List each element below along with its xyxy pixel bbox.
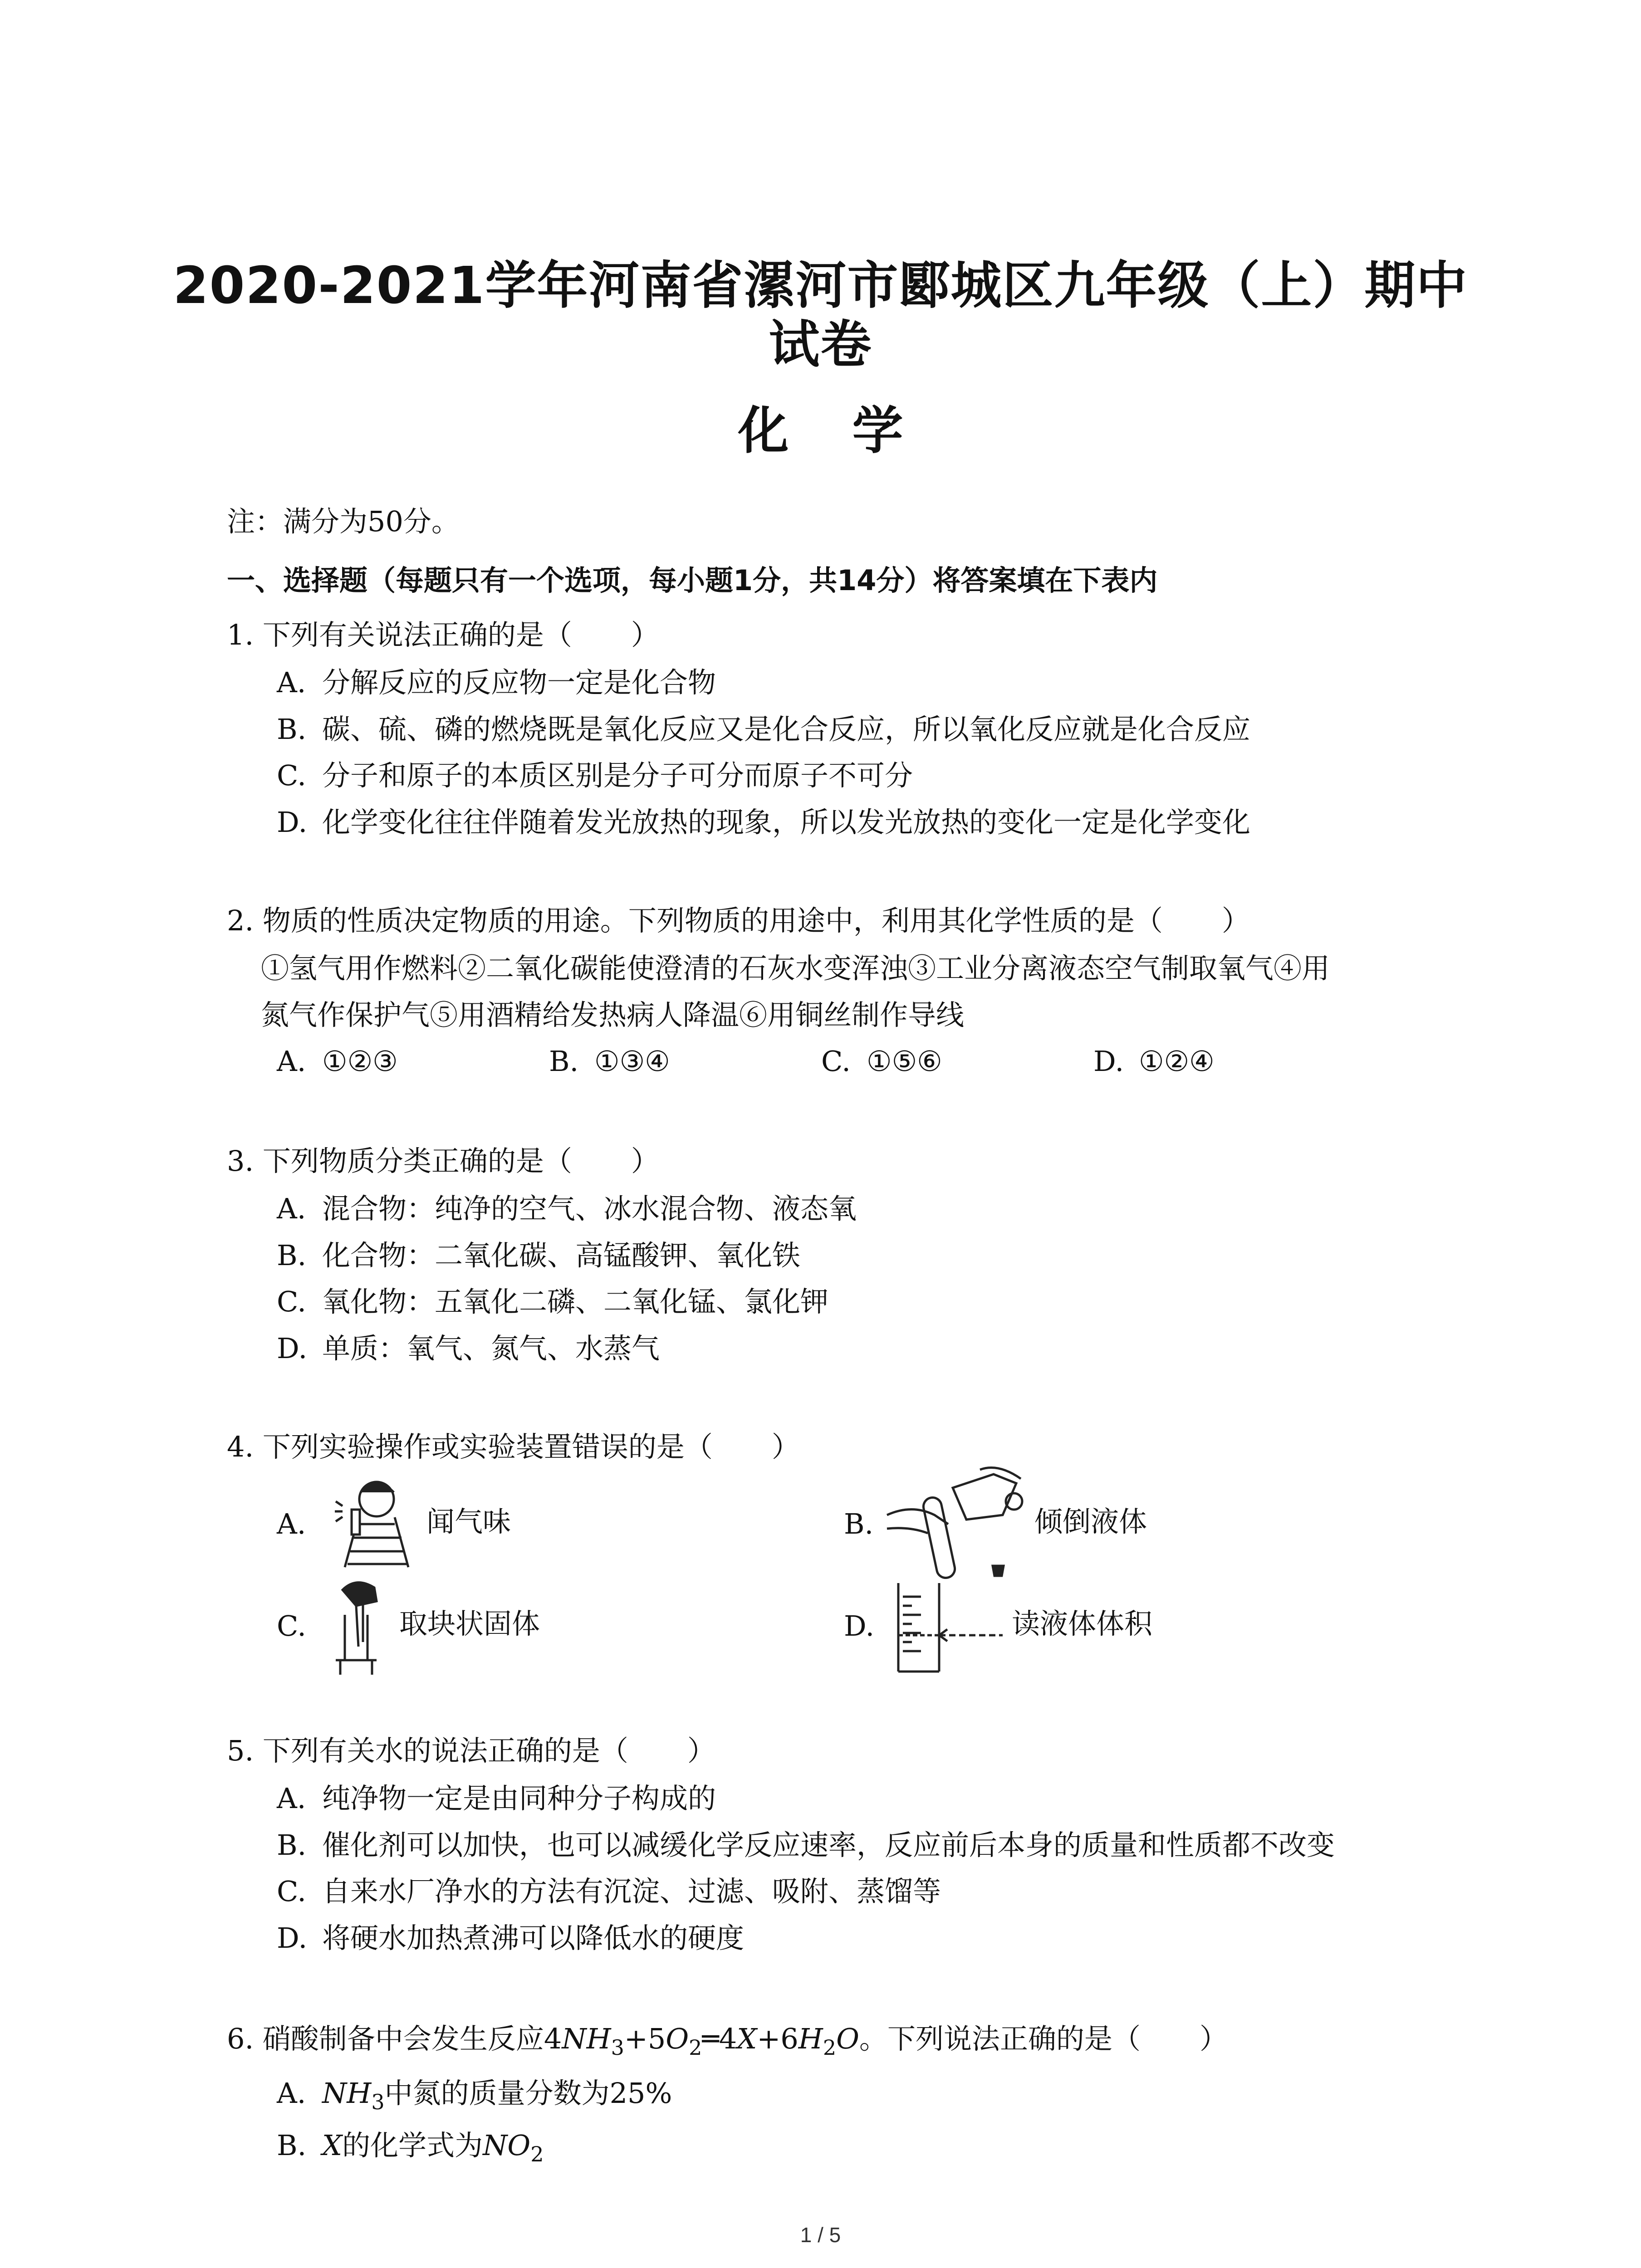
question-5-option-c: C. 自来水厂净水的方法有沉淀、过滤、吸附、蒸馏等 xyxy=(277,1875,941,1908)
question-1-text: 1. 下列有关说法正确的是（ xyxy=(227,618,572,651)
subject-char-2: 学 xyxy=(852,401,903,460)
question-4-option-a-text: 闻气味 xyxy=(426,1505,511,1538)
exam-title-line2: 试卷 xyxy=(769,315,872,374)
question-4-option-b-text: 倾倒液体 xyxy=(1034,1505,1147,1538)
question-4-option-b-label: B. xyxy=(844,1507,874,1540)
question-6-option-b: B. X的化学式为$NO_2$ xyxy=(277,2129,544,2166)
question-5-option-d: D. 将硬水加热煮沸可以降低水的硬度 xyxy=(277,1921,745,1955)
question-4-option-d-label: D. xyxy=(844,1609,875,1642)
question-4-option-a-label: A. xyxy=(277,1507,306,1540)
read-volume-figure xyxy=(889,1579,1007,1674)
question-2-line-3: 氮气作保护气⑤用酒精给发热病人降温⑥用铜丝制作导线 xyxy=(261,998,965,1031)
subject-title xyxy=(0,399,1641,463)
question-3-option-c: C. 氧化物：五氧化二磷、二氧化锰、氯化钾 xyxy=(277,1285,829,1318)
question-2-line-2: ①氢气用作燃料②二氧化碳能使澄清的石灰水变浑浊③工业分离液态空气制取氧气④用 xyxy=(261,952,1330,985)
take-solid-figure xyxy=(318,1574,399,1678)
smell-gas-figure xyxy=(318,1474,422,1569)
question-4-option-c-text: 取块状固体 xyxy=(399,1607,540,1640)
section-heading: 一、选择题（每题只有一个选项，每小题1分，共14分）将答案填在下表内 xyxy=(227,564,1158,597)
question-1-option-a: A. 分解反应的反应物一定是化合物 xyxy=(277,666,716,699)
question-5-option-b: B. 催化剂可以加快，也可以减缓化学反应速率，反应前后本身的质量和性质都不改变 xyxy=(277,1828,1335,1862)
question-4-stem: 4. 下列实验操作或实验装置错误的是（ ） xyxy=(227,1430,800,1463)
question-6-option-a: A. $NH_3$中氮的质量分数为25% xyxy=(277,2077,672,2114)
question-2-option-b: B. ①③④ xyxy=(549,1045,670,1078)
score-note: 注：满分为50分。 xyxy=(227,505,460,538)
question-2-option-c: C. ①⑤⑥ xyxy=(821,1045,942,1078)
subject-char-1: 化 xyxy=(738,401,789,460)
exam-title-line1: 2020-2021学年河南省漯河市郾城区九年级（上）期中 xyxy=(173,256,1468,315)
question-1-option-d: D. 化学变化往往伴随着发光放热的现象，所以发光放热的变化一定是化学变化 xyxy=(277,806,1251,839)
question-6-stem: 6. 硝酸制备中会发生反应$4NH_3+5O_2═4X+6H_2O$。下列说法正确的是（ ） xyxy=(227,2022,1228,2060)
question-3-option-d: D. 单质：氧气、氮气、水蒸气 xyxy=(277,1332,660,1365)
page-number: 1 / 5 xyxy=(800,2223,841,2247)
question-1-stem xyxy=(227,617,659,653)
question-4-option-d-text: 读液体体积 xyxy=(1012,1607,1153,1640)
question-2-stem: 2. 物质的性质决定物质的用途。下列物质的用途中，利用其化学性质的是（ ） xyxy=(227,904,1250,937)
pour-liquid-figure xyxy=(885,1465,1034,1583)
question-2-option-a: A. ①②③ xyxy=(277,1045,398,1078)
question-3-option-a: A. 混合物：纯净的空气、冰水混合物、液态氧 xyxy=(277,1192,857,1225)
question-1-paren-close: ） xyxy=(631,618,659,651)
question-3-stem: 3. 下列物质分类正确的是（ ） xyxy=(227,1144,659,1178)
question-1-option-c: C. 分子和原子的本质区别是分子可分而原子不可分 xyxy=(277,759,913,792)
question-4-option-c-label: C. xyxy=(277,1609,306,1642)
question-1-option-b: B. 碳、硫、磷的燃烧既是氧化反应又是化合反应，所以氧化反应就是化合反应 xyxy=(277,713,1251,746)
question-2-option-d: D. ①②④ xyxy=(1093,1045,1215,1078)
question-3-option-b: B. 化合物：二氧化碳、高锰酸钾、氧化铁 xyxy=(277,1239,801,1272)
question-5-option-a: A. 纯净物一定是由同种分子构成的 xyxy=(277,1782,716,1815)
question-5-stem: 5. 下列有关水的说法正确的是（ ） xyxy=(227,1734,715,1767)
